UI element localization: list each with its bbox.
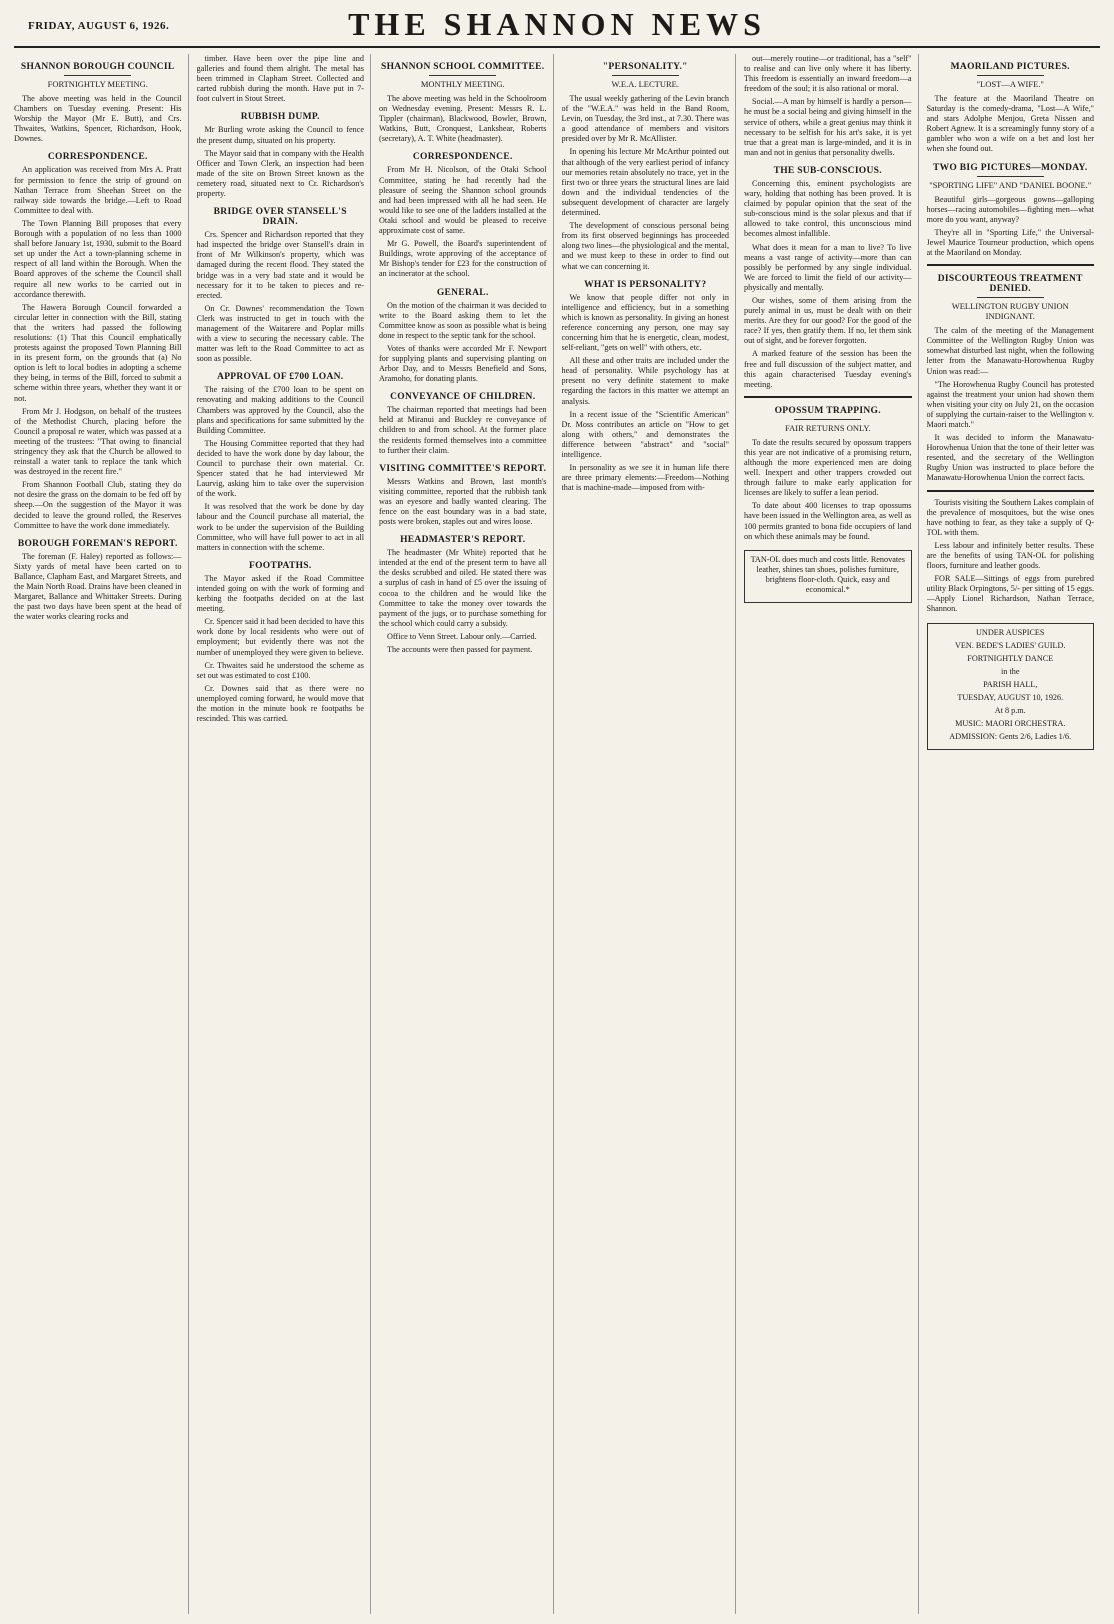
paragraph: Crs. Spencer and Richardson reported that they had inspected the bridge over Stansell's drain in front of Mr Wilkinson's property, which was damaged during the recent flood. They stated the bridge was in a very bad state and it would be necessary for it to be taken to pieces and re-erected. [196, 230, 364, 300]
column-6 [927, 54, 1101, 1614]
column-5 [744, 54, 919, 1614]
paragraph: What does it mean for a man to live? To live means a vast range of activity—more than can possibly be performed by any single individual. We are forced to limit the field of our activity—physically and mentally. [744, 242, 912, 292]
article-subheading: MONTHLY MEETING. [379, 75, 547, 89]
issue-date: FRIDAY, AUGUST 6, 1926. [28, 20, 170, 32]
article-subheading: FORTNIGHTLY MEETING. [14, 75, 182, 89]
paragraph: Cr. Thwaites said he understood the scheme as set out was estimated to cost £100. [196, 660, 364, 680]
ad-text: TAN-OL does much and costs little. Renovates leather, shines tan shoes, polishes furniture, brightens floor-cloth. Quick, easy and economical.* [750, 554, 905, 595]
paragraph: A marked feature of the session has been the free and full discussion of the subject matter, and this again characterised Tuesday evening's meeting. [744, 349, 912, 389]
column-1 [14, 54, 189, 1614]
paragraph: The above meeting was held in the Schoolroom on Wednesday evening. Present: Messrs R. L. Tippler (chairman), Blackwood, Bowler, Brown, Watkins, Butt, Cronquest, Lankshear, Roberts (secretary), A. T. White (headmaster). [379, 94, 547, 144]
advertisement [744, 550, 912, 603]
ad-line: FORTNIGHTLY DANCE [967, 653, 1054, 663]
paragraph: From Mr J. Hodgson, on behalf of the trustees of the Methodist Church, placing before the Council a proposal re water, which was passed at a meeting of the trustees: "That owing to financial stringency they ask that the Church be allowed to reinstall a water tank to replace the tank which was destroyed in the recent fire." [14, 406, 182, 477]
article-heading: OPOSSUM TRAPPING. [774, 405, 881, 416]
paragraph: The calm of the meeting of the Management Committee of the Wellington Rugby Union was somewhat disturbed last night, when the following letter from the Manawatu-Horowhenua Rugby Union was read:— [926, 326, 1094, 376]
paragraph: The feature at the Maoriland Theatre on Saturday is the comedy-drama, "Lost—A Wife," and stars Adolphe Menjou, Greta Nissen and Robert Agnew. It is a screamingly funny story of a gambler who won a wife on a bet and lost her when she found out. [926, 94, 1094, 154]
paragraph: The development of conscious personal being from its first observed beginnings has proceeded along two lines—the physiological and the mental, and we must keep to these in order to find out what we can concerning it. [561, 221, 729, 271]
article-heading: "PERSONALITY." [602, 62, 688, 72]
ad-line: ADMISSION: Gents 2/6, Ladies 1/6. [949, 732, 1072, 742]
ad-text: FOR SALE—Sittings of eggs from purebred utility Black Orpingtons, 5/- per sitting of 15 eggs.—Apply Lionel Richardson, Nathan Terrace, Shannon. [926, 574, 1094, 614]
paragraph: The foreman (F. Haley) reported as follows:—Sixty yards of metal have been carted on to Ballance, Clapham East, and Margaret Streets, and the Main North Road. Drains have been cleaned in Margaret, Ballance and Whittaker Streets. During the past two days have been spent at the head of the water works clearing rocks and [14, 551, 182, 622]
masthead [14, 0, 1100, 48]
paragraph: The usual weekly gathering of the Levin branch of the "W.E.A." was held in the Band Room, Levin, on Tuesday, the 3rd inst., at 7.30. There was a good attendance of members and visitors presided over by Mr R. McAllister. [561, 94, 729, 144]
paragraph: The above meeting was held in the Council Chambers on Tuesday evening. Present: His Worship the Mayor (Mr E. Butt), and Crs. Thwaites, Watkins, Spencer, Richardson, Hook, Downes. [14, 94, 182, 144]
section-heading: APPROVAL OF £700 LOAN. [217, 372, 344, 383]
section-heading: BRIDGE OVER STANSELL'S DRAIN. [213, 207, 347, 228]
paragraph: Concerning this, eminent psychologists are wary, holding that nothing has been proved. It is claimed by popular opinion that the seat of the sub-conscious mind is the solar plexus and that if allowed to take control, this unconscious mind becomes almost infallible. [744, 178, 912, 239]
article-subheading: FAIR RETURNS ONLY. [744, 419, 912, 433]
section-heading: THE SUB-CONSCIOUS. [773, 165, 882, 176]
ad-line: UNDER AUSPICES [976, 627, 1045, 637]
paragraph: Our wishes, some of them arising from the purely animal in us, must be dealt with on their merits. Are they for our good? For the good of the race? If yes, then gratify them. If no, let them sink out of sight, and be forever forgotten. [744, 295, 912, 346]
divider [927, 490, 1095, 492]
paragraph: Cr. Spencer said it had been decided to have this work done by local residents who were out of employment; but evidently there was not the number of unemployed they were given to believe. [196, 617, 364, 657]
paragraph: The Housing Committee reported that they had decided to have the work done by day labour, the Council to purchase their own material. Cr. Spencer stated that he had interviewed Mr Laurvig, asking him to take over the supervision of the work. [196, 438, 364, 499]
section-heading: HEADMASTER'S REPORT. [400, 535, 526, 546]
paragraph: On Cr. Downes' recommendation the Town Clerk was instructed to get in touch with the management of the Waitarere and Poplar mills with a view to securing the necessary cable. The matter was left to the Road Committee to act as soon as possible. [196, 303, 364, 364]
paragraph: The Mayor asked if the Road Committee intended going on with the work of forming and kerbing the footpaths decided on at the last meeting. [196, 573, 364, 614]
article-subheading: WELLINGTON RUGBY UNION INDIGNANT. [927, 297, 1095, 321]
section-heading: WHAT IS PERSONALITY? [584, 279, 707, 290]
section-heading: CORRESPONDENCE. [47, 152, 148, 163]
paragraph: Mr G. Powell, the Board's superintendent of Buildings, wrote approving of the acceptance of Mr Bishop's tender for £23 for the construction of an incinerator at the school. [379, 239, 547, 279]
paragraph: It was decided to inform the Manawatu-Horowhenua Union that the tone of their letter was resented, and the secretary of the Wellington Rugby Union was instructed to place before the Manawatu-Horowhenua Union the correct facts. [926, 433, 1094, 483]
dance-advertisement [927, 623, 1095, 751]
paragraph: On the motion of the chairman it was decided to write to the Board asking them to let the Committee know as soon as possible what is being done in respect to the septic tank for the school. [379, 300, 547, 340]
section-subheading: "SPORTING LIFE" AND "DANIEL BOONE." [927, 176, 1095, 190]
ad-line: PARISH HALL, [983, 679, 1038, 689]
column-2 [197, 54, 372, 1614]
paragraph: The accounts were then passed for payment. [387, 645, 533, 655]
article-subheading: "LOST—A WIFE." [927, 75, 1095, 89]
article-heading: DISCOURTEOUS TREATMENT DENIED. [937, 274, 1083, 295]
ad-line: TUESDAY, AUGUST 10, 1926. [957, 693, 1064, 703]
article-heading: SHANNON BOROUGH COUNCIL [20, 62, 175, 72]
newspaper-title: THE SHANNON NEWS [348, 6, 766, 42]
columns [14, 48, 1100, 1614]
section-heading: CONVEYANCE OF CHILDREN. [390, 392, 536, 403]
ad-line: MUSIC: MAORI ORCHESTRA. [955, 719, 1066, 729]
section-heading: RUBBISH DUMP. [240, 112, 320, 123]
section-heading: GENERAL. [436, 287, 489, 298]
ad-line: VEN. BEDE'S LADIES' GUILD. [954, 640, 1066, 650]
article-heading: SHANNON SCHOOL COMMITTEE. [381, 62, 545, 72]
paragraph: In personality as we see it in human life there are three primary elements:—Freedom—Nothing that is machine-made—imposed from with- [561, 463, 729, 493]
paragraph: Messrs Watkins and Brown, last month's visiting committee, reported that the rubbish tank was an eyesore and badly wanted clearing. The fence on the east boundary was in a bad state, posts were broken, staples out and wires loose. [379, 476, 547, 527]
paragraph: In opening his lecture Mr McArthur pointed out that although of the very earliest period of infancy our memories retain absolutely no trace, yet in the first two or three years the structural lines are laid down and the individual tendencies of the subsequent development of character are largely determined. [561, 147, 729, 218]
column-4 [562, 54, 737, 1614]
paragraph: Office to Venn Street. Labour only.—Carried. [387, 631, 537, 641]
paragraph: The Hawera Borough Council forwarded a circular letter in connection with the Bill, stating that the writers had passed the following resolutions: (1) That this Council emphatically protests against the proposed Town Planning Bill in its present form, on the grounds that (a) No option is left to local bodies in adopting a scheme they being, in terms of the Bill, forced to submit a scheme within three years, whether they want it or not. [14, 302, 182, 403]
paragraph: timber. Have been over the pipe line and galleries and found them alright. The metal has been trimmed in Clapham Street. Collected and carted rubbish during the month. Have put in 7-foot culvert in Stout Street. [196, 54, 364, 104]
section-heading: CORRESPONDENCE. [412, 152, 513, 163]
paragraph: Social.—A man by himself is hardly a person—he must be a social being and giving himself in the service of others, while a great genius may think it necessary to be selfish for his art's sake, it is yet true that a great man is large-minded, and it is in man and not in genius that personality dwells. [744, 97, 912, 157]
paragraph: Beautiful girls—gorgeous gowns—galloping horses—racing automobiles—fighting men—what more do you want, anyway? [926, 194, 1094, 224]
paragraph: Cr. Downes said that as there were no unemployed coming forward, he would move that the motion in the minute book re footpaths be rescinded. This was carried. [196, 683, 364, 724]
paragraph: In a recent issue of the "Scientific American" Dr. Moss contributes an article on "How to get along with others," and demonstrates the difference between "abstract" and "social" intelligence. [561, 409, 729, 459]
ad-text: Tourists visiting the Southern Lakes complain of the prevalence of mosquitoes, but the wise ones have nothing to fear, as they take a supply of Q-TOL with them. [926, 497, 1095, 537]
section-heading: TWO BIG PICTURES—MONDAY. [932, 162, 1088, 173]
ad-text: Less labour and infinitely better results. These are the benefits of using TAN-OL for polishing floors, furniture and leather goods. [926, 540, 1094, 571]
paragraph: They're all in "Sporting Life," the Universal-Jewel Maurice Tourneur production, which opens at the Maoriland on Monday. [926, 227, 1094, 258]
paragraph: From Shannon Football Club, stating they do not desire the grass on the domain to be fed off by sheep.—On the suggestion of the Mayor it was decided to leave the ground rolled, the Reserves Committee to have the work done immediately. [14, 480, 182, 530]
ad-line: At 8 p.m. [994, 706, 1026, 716]
section-heading: FOOTPATHS. [248, 560, 312, 571]
paragraph: Mr Burling wrote asking the Council to fence the present dump, situated on his property. [196, 125, 364, 145]
paragraph: An application was received from Mrs A. Pratt for permission to fence the strip of ground on Nathan Terrace from Sheehan Street on the railway side towards the bridge.—Left to Road Committee to deal with. [14, 165, 182, 215]
paragraph: The headmaster (Mr White) reported that he intended at the end of the present term to have all the desks scrubbed and oiled. He stated there was a surplus of cash in hand of £5 over the issuing of cocoa to the children and he would like the Committee to take the money over towards the payment of the jugs, or to purchase something for the school which could carry a subsidy. [379, 548, 547, 628]
paragraph: The raising of the £700 loan to be spent on renovating and making additions to the Council Chambers was approved by the Council, also the plans and specifications for same submitted by the Building Committee. [196, 385, 364, 435]
paragraph: The Town Planning Bill proposes that every Borough with a population of no less than 1000 shall before January 1st, 1930, submit to the Board set up under the Act a town-planning scheme in respect of all land within the Borough. When the Board approves of the scheme the Council shall require all new works to be carried out in accordance therewith. [14, 218, 182, 299]
paragraph: The Mayor said that in company with the Health Officer and Town Clerk, an inspection had been made of the site on Brown Street known as the cemetery road, situated next to Cr. Richardson's property. [196, 148, 364, 199]
paragraph: All these and other traits are included under the head of personality. While psychology has at present no very definite statement to make regarding the factors in this matter we attempt an analysis. [561, 356, 729, 406]
article-heading: MAORILAND PICTURES. [950, 62, 1070, 72]
section-heading: BOROUGH FOREMAN'S REPORT. [17, 538, 178, 549]
paragraph: We know that people differ not only in intelligence and efficiency, but in a something which is known as personality. In giving an honest reference concerning any person, one may say concerning him that he is energetic, clean, modest, self-reliant, "gets on well" with others, etc. [561, 292, 729, 353]
paragraph: To date the results secured by opossum trappers this year are not indicative of a promising return, although the more experienced men are doing well. Inexpert and other trappers crowded out through failure to make early application for licenses are likely to suffer a lean period. [744, 437, 912, 498]
column-3 [379, 54, 554, 1614]
divider [744, 396, 912, 398]
paragraph: The chairman reported that meetings had been held at Miranui and Buckley re conveyance of children to and from school. At the former place the residents formed themselves into a committee to further their claim. [379, 405, 547, 455]
article-subheading: W.E.A. LECTURE. [562, 75, 730, 89]
paragraph: To date about 400 licenses to trap opossums have been issued in the Wellington area, as well as 100 permits granted to bona fide occupiers of land on which these animals may be found. [744, 501, 912, 541]
ad-line: in the [1001, 666, 1020, 676]
divider [927, 264, 1095, 266]
paragraph: out—merely routine—or traditional, has a "self" to realise and can live only where it has liberty. This freedom is essentially an inward freedom—a freedom of the soul; it is also rational or moral. [744, 54, 912, 94]
paragraph: It was resolved that the work be done by day labour and the Council purchase all material, the work to be under the supervision of the Building Committee, who will have full power to act in all matters in connection with the scheme. [196, 502, 364, 552]
paragraph: "The Horowhenua Rugby Council has protested against the treatment your union had shown them when visiting your city on July 21, on the occasion of supplying the curtain-raiser to the Wellington v. Maori match." [926, 379, 1094, 429]
section-heading: VISITING COMMITTEE'S REPORT. [379, 463, 547, 474]
paragraph: From Mr H. Nicolson, of the Otaki School Committee, stating he had recently had the pleasure of seeing the Shannon school grounds and had been impressed with all he had seen. He would like to see one of the ladders installed at the Otaki school and would be pleased to receive approximate cost of same. [379, 165, 547, 236]
paragraph: Votes of thanks were accorded Mr F. Newport for supplying plants and supervising planting on Arbor Day, and to Messrs Benefield and Sons, Aramoho, for donating plants. [379, 343, 547, 384]
